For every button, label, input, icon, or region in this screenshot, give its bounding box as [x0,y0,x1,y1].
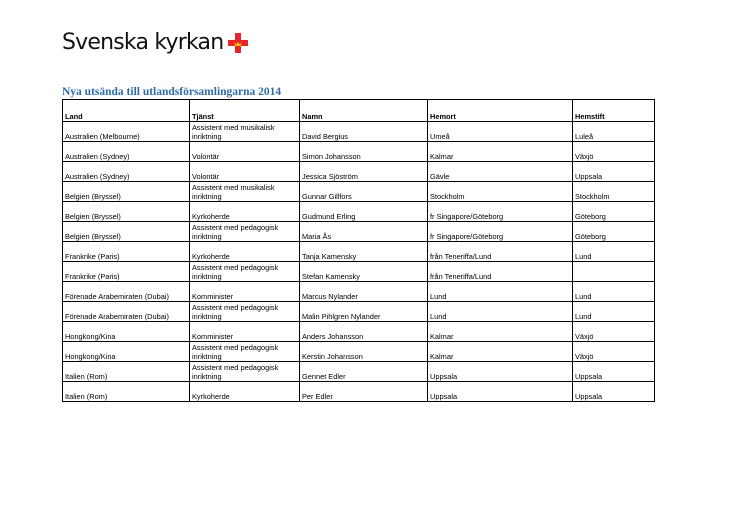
cell-tjanst: Kyrkoherde [190,382,300,402]
cell-hemort: från Teneriffa/Lund [428,242,573,262]
cell-namn: Tanja Kamensky [300,242,428,262]
cell-hemort: Lund [428,302,573,322]
cell-land: Förenade Arabemiraten (Dubai) [63,282,190,302]
cell-tjanst: Assistent med pedagogisk inriktning [190,362,300,382]
cell-tjanst: Volontär [190,142,300,162]
cell-hemstift: Luleå [573,122,655,142]
cell-land: Frankrike (Paris) [63,242,190,262]
table-row [63,122,655,142]
cell-hemstift: Lund [573,242,655,262]
cell-land: Belgien (Bryssel) [63,222,190,242]
cell-hemstift: Uppsala [573,382,655,402]
cell-hemstift: Göteborg [573,202,655,222]
logo-wordmark: Svenska kyrkan [62,30,224,55]
table-row [63,142,655,162]
header-land: Land [63,100,190,122]
cell-namn: Gudmund Erling [300,202,428,222]
table-row [63,202,655,222]
cell-hemort: fr Singapore/Göteborg [428,202,573,222]
cell-hemort: Gävle [428,162,573,182]
cell-hemstift: Stockholm [573,182,655,202]
cell-hemstift: Lund [573,302,655,322]
cell-hemort: Kalmar [428,142,573,162]
cell-land: Belgien (Bryssel) [63,202,190,222]
cell-hemort: Stockholm [428,182,573,202]
cell-land: Australien (Sydney) [63,162,190,182]
cell-hemstift [573,262,655,282]
document-title: Nya utsända till utlandsförsamlingarna 2014 [62,86,282,98]
table-row [63,342,655,362]
cell-namn: Gunnar Gillfors [300,182,428,202]
cell-tjanst: Kyrkoherde [190,242,300,262]
cell-namn: Jessica Sjöström [300,162,428,182]
cross-crown-icon [227,32,249,54]
cell-land: Hongkong/Kina [63,342,190,362]
cell-tjanst: Volontär [190,162,300,182]
table-row [63,282,655,302]
header-hemstift: Hemstift [573,100,655,122]
cell-namn: Stefan Kamensky [300,262,428,282]
cell-tjanst: Komminister [190,282,300,302]
header-hemort: Hemort [428,100,573,122]
cell-land: Australien (Sydney) [63,142,190,162]
cell-namn: Maria Ås [300,222,428,242]
cell-land: Australien (Melbourne) [63,122,190,142]
table-row [63,302,655,322]
cell-hemort: Kalmar [428,322,573,342]
cell-namn: David Bergius [300,122,428,142]
cell-tjanst: Assistent med pedagogisk inriktning [190,262,300,282]
cell-hemort: Lund [428,282,573,302]
cell-tjanst: Kyrkoherde [190,202,300,222]
table-row [63,382,655,402]
cell-hemort: Kalmar [428,342,573,362]
cell-hemort: Uppsala [428,362,573,382]
header-namn: Namn [300,100,428,122]
table-row [63,222,655,242]
header-tjanst: Tjänst [190,100,300,122]
cell-tjanst: Assistent med pedagogisk inriktning [190,342,300,362]
cell-namn: Simon Johansson [300,142,428,162]
cell-hemort: från Teneriffa/Lund [428,262,573,282]
svenska-kyrkan-logo [62,30,249,55]
missionaries-table [62,99,655,402]
cell-hemstift: Lund [573,282,655,302]
cell-tjanst: Assistent med musikalisk inriktning [190,122,300,142]
table-row [63,242,655,262]
cell-hemstift: Växjö [573,322,655,342]
cell-land: Italien (Rom) [63,362,190,382]
cell-tjanst: Assistent med pedagogisk inriktning [190,222,300,242]
table-row [63,162,655,182]
cell-hemort: Uppsala [428,382,573,402]
table-header-row [63,100,655,122]
cell-land: Förenade Arabemiraten (Dubai) [63,302,190,322]
cell-tjanst: Assistent med musikalisk inriktning [190,182,300,202]
cell-hemort: Umeå [428,122,573,142]
table-row [63,182,655,202]
cell-tjanst: Assistent med pedagogisk inriktning [190,302,300,322]
cell-hemstift: Göteborg [573,222,655,242]
cell-hemstift: Uppsala [573,362,655,382]
cell-namn: Kerstin Johansson [300,342,428,362]
cell-land: Frankrike (Paris) [63,262,190,282]
cell-namn: Gennet Edler [300,362,428,382]
table-row [63,262,655,282]
table-row [63,322,655,342]
cell-hemort: fr Singapore/Göteborg [428,222,573,242]
cell-land: Belgien (Bryssel) [63,182,190,202]
table-row [63,362,655,382]
cell-tjanst: Komminister [190,322,300,342]
cell-land: Italien (Rom) [63,382,190,402]
cell-hemstift: Växjö [573,342,655,362]
cell-namn: Malin Pihlgren Nylander [300,302,428,322]
cell-namn: Per Edler [300,382,428,402]
cell-namn: Anders Johansson [300,322,428,342]
cell-land: Hongkong/Kina [63,322,190,342]
cell-namn: Marcus Nylander [300,282,428,302]
cell-hemstift: Uppsala [573,162,655,182]
cell-hemstift: Växjö [573,142,655,162]
